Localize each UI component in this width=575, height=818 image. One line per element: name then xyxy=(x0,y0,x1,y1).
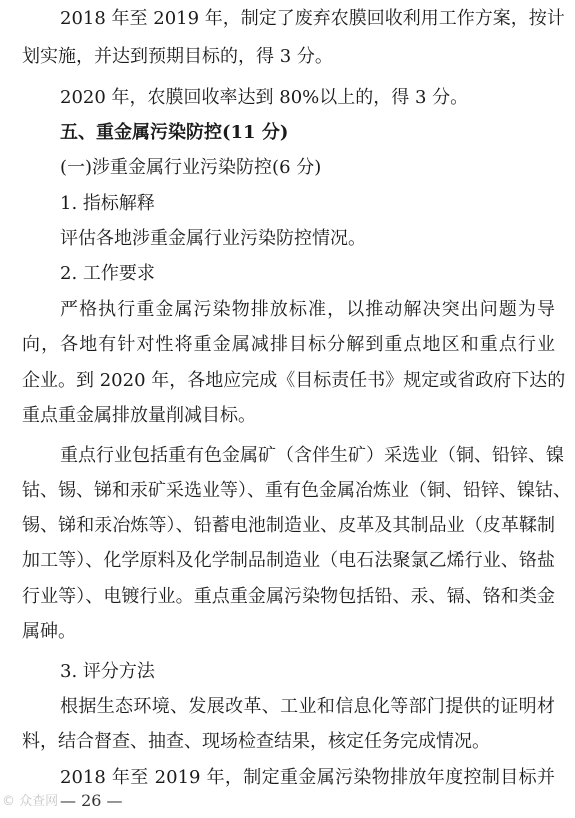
paragraph-line: 重点重金属排放量削减目标。 xyxy=(22,405,256,426)
paragraph-line: 根据生态环境、发展改革、工业和信息化等部门提供的证明材 xyxy=(60,696,555,717)
page-footer xyxy=(0,790,575,814)
paragraph-line: 行业等）、电镀行业。重点重金属污染物包括铅、汞、镉、铬和类金 xyxy=(22,586,555,607)
item-heading: 2. 工作要求 xyxy=(60,263,155,284)
paragraph-line: 加工等）、化学原料及化学制品制造业（电石法聚氯乙烯行业、铬盐 xyxy=(22,550,555,571)
paragraph-line: 料，结合督查、抽查、现场检查结果，核定任务完成情况。 xyxy=(22,731,490,752)
paragraph-line: 评估各地涉重金属行业污染防控情况。 xyxy=(60,228,366,249)
paragraph-line: 钴、锡、锑和汞矿采选业等）、重有色金属冶炼业（铜、铅锌、镍钴、 xyxy=(22,480,571,501)
item-heading: 3. 评分方法 xyxy=(60,661,155,682)
paragraph-line: 属砷。 xyxy=(22,621,76,642)
section-heading: 五、重金属污染防控(11 分) xyxy=(60,122,289,143)
watermark-logo: © 众查网 xyxy=(2,794,59,809)
paragraph-line: 向，各地有针对性将重金属减排目标分解到重点地区和重点行业 xyxy=(22,334,555,355)
paragraph-line: 重点行业包括重有色金属矿（含伴生矿）采选业（铜、铅锌、镍 xyxy=(60,445,564,466)
subsection-heading: (一)涉重金属行业污染防控(6 分) xyxy=(60,157,322,178)
paragraph-line: 严格执行重金属污染物排放标准，以推动解决突出问题为导 xyxy=(60,299,555,320)
paragraph-line: 企业。到 2020 年，各地应完成《目标责任书》规定或省政府下达的 xyxy=(22,370,566,391)
paragraph-line: 划实施，并达到预期目标的，得 3 分。 xyxy=(22,46,333,67)
paragraph-line: 2018 年至 2019 年，制定了废弃农膜回收利用工作方案，按计 xyxy=(60,8,565,29)
item-heading: 1. 指标解释 xyxy=(60,193,155,214)
paragraph-line: 锡、锑和汞冶炼等）、铅蓄电池制造业、皮革及其制品业（皮革鞣制 xyxy=(22,515,555,536)
page-number: — 26 — xyxy=(60,791,123,810)
paragraph-line: 2018 年至 2019 年，制定重金属污染物排放年度控制目标并 xyxy=(60,767,555,788)
paragraph-line: 2020 年，农膜回收率达到 80%以上的，得 3 分。 xyxy=(60,87,469,108)
